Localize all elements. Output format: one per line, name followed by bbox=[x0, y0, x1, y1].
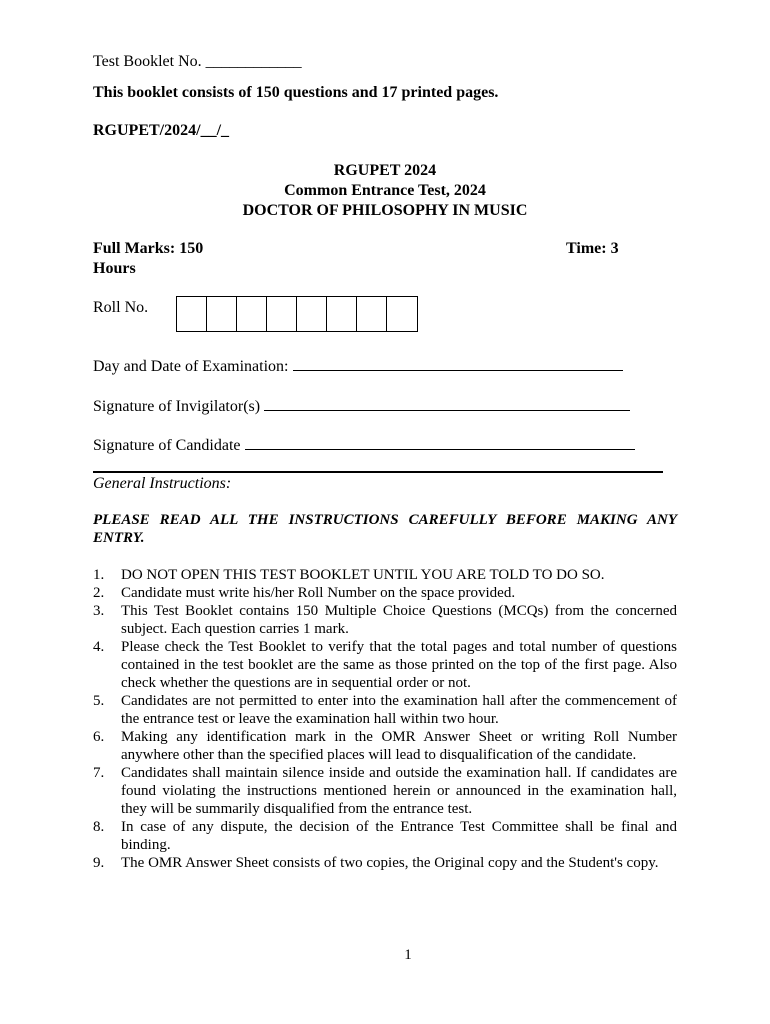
instruction-item bbox=[93, 602, 677, 638]
test-name: Common Entrance Test, 2024 bbox=[284, 182, 486, 199]
instruction-item bbox=[93, 584, 677, 602]
day-date-label: Day and Date of Examination: bbox=[93, 358, 289, 375]
invigilator-signature-label: Signature of Invigilator(s) bbox=[93, 398, 261, 415]
instructions-list bbox=[93, 566, 677, 872]
instruction-number: 4. bbox=[93, 639, 105, 655]
section-divider bbox=[93, 471, 663, 473]
candidate-signature-label: Signature of Candidate bbox=[93, 437, 241, 454]
general-instructions-heading: General Instructions: bbox=[93, 475, 232, 492]
read-instructions-notice: PLEASE READ ALL THE INSTRUCTIONS CAREFULLY BEFORE MAKING ANY ENTRY. bbox=[93, 512, 677, 546]
roll-number-box[interactable] bbox=[267, 297, 297, 331]
instruction-item bbox=[93, 818, 677, 854]
roll-number-box[interactable] bbox=[297, 297, 327, 331]
exam-name: RGUPET 2024 bbox=[333, 162, 437, 179]
roll-number-box[interactable] bbox=[387, 297, 417, 331]
instruction-text: In case of any dispute, the decision of the Entrance Test Committee shall be final and binding. bbox=[121, 819, 677, 853]
full-marks: Full Marks: 150 bbox=[93, 240, 204, 257]
instruction-number: 2. bbox=[93, 585, 105, 601]
roll-number-label: Roll No. bbox=[93, 299, 149, 316]
day-date-line[interactable] bbox=[293, 356, 623, 371]
instruction-item bbox=[93, 566, 677, 584]
instruction-text: The OMR Answer Sheet consists of two copies, the Original copy and the Student's copy. bbox=[121, 855, 659, 871]
instruction-number: 7. bbox=[93, 765, 105, 781]
roll-number-boxes[interactable] bbox=[176, 296, 418, 332]
instruction-number: 8. bbox=[93, 819, 105, 835]
instruction-text: Candidates are not permitted to enter into the examination hall after the commencement of the entrance test or leave the examination hall within two hour. bbox=[121, 693, 677, 727]
instruction-item bbox=[93, 638, 677, 692]
invigilator-signature-field[interactable] bbox=[93, 396, 630, 417]
day-date-field[interactable] bbox=[93, 356, 623, 377]
instruction-text: Candidate must write his/her Roll Number on the space provided. bbox=[121, 585, 516, 601]
roll-number-box[interactable] bbox=[237, 297, 267, 331]
page-number: 1 bbox=[404, 947, 412, 963]
program-name: DOCTOR OF PHILOSOPHY IN MUSIC bbox=[242, 202, 528, 219]
test-booklet-number-field: Test Booklet No. ____________ bbox=[93, 53, 302, 70]
instruction-number: 1. bbox=[93, 567, 105, 583]
instruction-item bbox=[93, 692, 677, 728]
roll-number-box[interactable] bbox=[177, 297, 207, 331]
instruction-item bbox=[93, 764, 677, 818]
hours-label: Hours bbox=[93, 260, 136, 277]
instruction-number: 5. bbox=[93, 693, 105, 709]
roll-number-box[interactable] bbox=[327, 297, 357, 331]
roll-number-box[interactable] bbox=[207, 297, 237, 331]
instruction-text: Please check the Test Booklet to verify that the total pages and total number of questions contained in the test booklet are the same as those printed on the top of the first page. Also check whether the questions are in sequential order or not. bbox=[121, 639, 677, 691]
instruction-text: Making any identification mark in the OMR Answer Sheet or writing Roll Number anywhere other than the specified places will lead to disqualification of the candidate. bbox=[121, 729, 677, 763]
candidate-signature-field[interactable] bbox=[93, 435, 635, 456]
instruction-item bbox=[93, 854, 677, 872]
invigilator-signature-line[interactable] bbox=[264, 396, 630, 411]
instruction-number: 6. bbox=[93, 729, 105, 745]
instruction-text: Candidates shall maintain silence inside and outside the examination hall. If candidates are found violating the instructions mentioned herein or announced in the examination hall, they will be summarily disqualified from the entrance test. bbox=[121, 765, 677, 817]
booklet-code: RGUPET/2024/__/_ bbox=[93, 122, 230, 139]
time-label: Time: 3 bbox=[566, 240, 619, 257]
instruction-item bbox=[93, 728, 677, 764]
roll-number-box[interactable] bbox=[357, 297, 387, 331]
instruction-text: This Test Booklet contains 150 Multiple Choice Questions (MCQs) from the concerned subject. Each question carries 1 mark. bbox=[121, 603, 677, 637]
instruction-number: 3. bbox=[93, 603, 105, 619]
instruction-number: 9. bbox=[93, 855, 105, 871]
booklet-info: This booklet consists of 150 questions and 17 printed pages. bbox=[93, 84, 499, 101]
candidate-signature-line[interactable] bbox=[245, 435, 635, 450]
instruction-text: DO NOT OPEN THIS TEST BOOKLET UNTIL YOU ARE TOLD TO DO SO. bbox=[121, 567, 605, 583]
